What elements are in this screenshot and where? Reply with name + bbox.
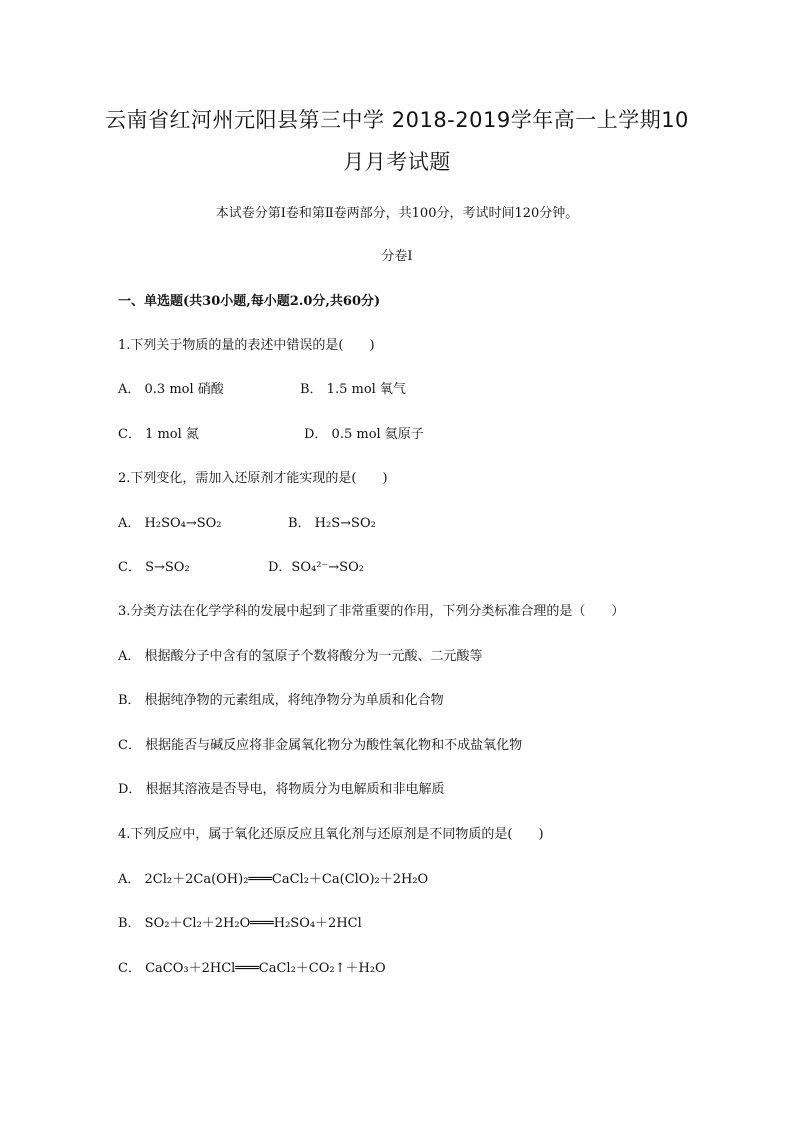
question-1-option-d: D． 0.5 mol 氦原子 [304,427,424,442]
question-3-option-c: C． 根据能否与碱反应将非金属氧化物分为酸性氧化物和不成盐氧化物 [118,738,523,753]
question-2-option-c: C． S→SO₂ [118,560,190,575]
section-label: 分卷I [381,249,413,264]
question-3-option-b: B． 根据纯净物的元素组成，将纯净物分为单质和化合物 [118,693,444,708]
question-4-option-b: B． SO₂＋Cl₂＋2H₂O═══H₂SO₄＋2HCl [118,916,362,931]
exam-intro: 本试卷分第Ⅰ卷和第Ⅱ卷两部分，共100分，考试时间120分钟。 [215,206,579,221]
question-4-option-c: C． CaCO₃＋2HCl═══CaCl₂＋CO₂↑＋H₂O [118,961,386,976]
question-3-stem: 3.分类方法在化学学科的发展中起到了非常重要的作用，下列分类标准合理的是（ ） [118,604,625,619]
question-2-option-a: A． H₂SO₄→SO₂ [118,516,222,531]
question-1-option-c: C． 1 mol 氮 [118,427,199,442]
question-4-stem: 4.下列反应中，属于氧化还原反应且氧化剂与还原剂是不同物质的是( ) [118,827,544,842]
question-1-option-a: A． 0.3 mol 硝酸 [118,382,224,397]
question-1-option-b: B． 1.5 mol 氧气 [300,382,406,397]
title-line-2: 月月考试题 [343,150,451,174]
question-2-option-d: D．SO₄²⁻→SO₂ [268,560,364,575]
question-1-stem: 1.下列关于物质的量的表述中错误的是( ) [118,338,375,353]
title-line-1: 云南省红河州元阳县第三中学 2018-2019学年高一上学期10 [105,108,689,132]
section-heading: 一、单选题(共30小题,每小题2.0分,共60分) [118,294,381,309]
question-3-option-d: D． 根据其溶液是否导电，将物质分为电解质和非电解质 [118,782,445,797]
question-3-option-a: A． 根据酸分子中含有的氢原子个数将酸分为一元酸、二元酸等 [118,649,483,664]
question-4-option-a: A． 2Cl₂＋2Ca(OH)₂═══CaCl₂＋Ca(ClO)₂＋2H₂O [118,872,429,887]
question-2-stem: 2.下列变化，需加入还原剂才能实现的是( ) [118,471,388,486]
question-2-option-b: B． H₂S→SO₂ [288,516,376,531]
